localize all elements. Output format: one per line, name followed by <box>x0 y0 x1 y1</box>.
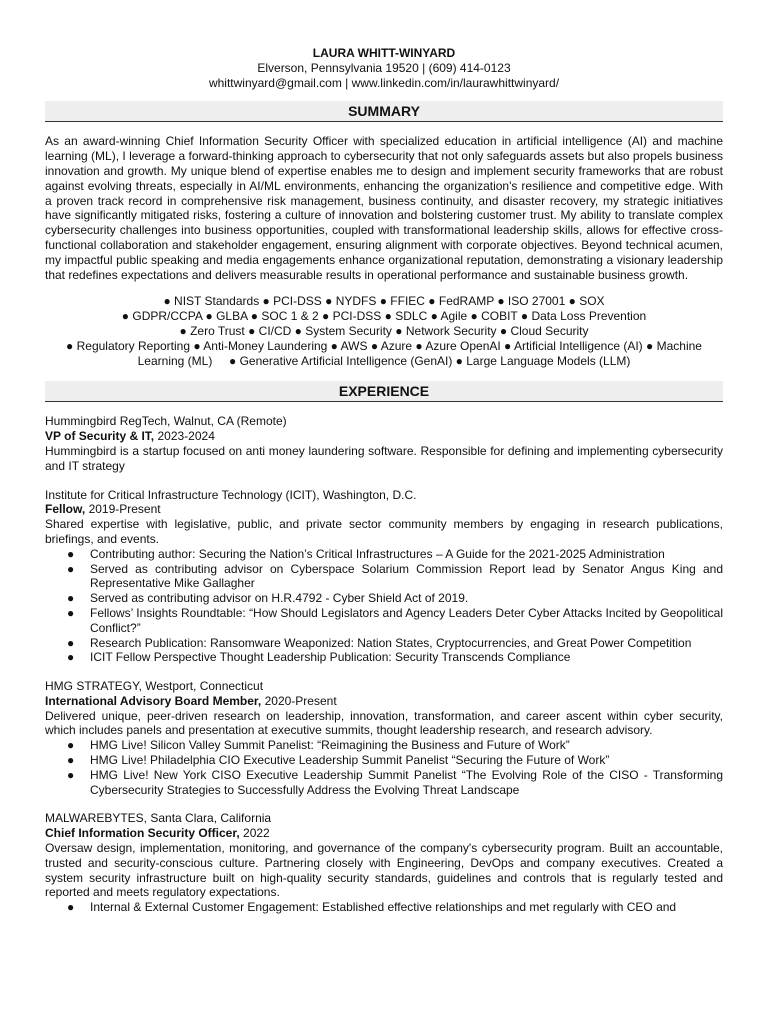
bullet-icon: ● <box>67 650 75 665</box>
job-dates: 2023-2024 <box>154 429 215 444</box>
bullet-icon: ● <box>67 753 75 768</box>
job-entry <box>45 488 723 666</box>
job-title: Chief Information Security Officer, <box>45 826 240 841</box>
job-description: Oversaw design, implementation, monitoring, and governance of the company's cybersecurity program. Built an accountable, trusted and security-conscious culture. Partnering closely with Engineering, DevOps and company executives. Created a system security infrastructure built on high-quality security standards, guidelines and controls that is regularly tested and reported and meets regulatory expectations. <box>45 841 723 900</box>
job-bullet <box>45 753 723 768</box>
job-bullet <box>45 606 723 636</box>
job-description: Shared expertise with legislative, public, and private sector community members by engaging in research publications, briefings, and events. <box>45 517 723 546</box>
job-bullets <box>45 738 723 797</box>
job-organization: Hummingbird RegTech, Walnut, CA (Remote) <box>45 414 287 429</box>
skills-list <box>45 294 723 368</box>
job-title: Fellow, <box>45 502 86 517</box>
bullet-icon: ● <box>67 900 75 915</box>
job-bullet <box>45 768 723 798</box>
experience-heading: EXPERIENCE <box>45 381 723 402</box>
address-line: Elverson, Pennsylvania 19520 | (609) 414-0123 <box>257 60 511 75</box>
job-title-line <box>45 826 723 841</box>
bullet-icon: ● <box>67 738 75 753</box>
job-bullet-text: HMG Live! Philadelphia CIO Executive Leadership Summit Panelist “Securing the Future of Work” <box>90 753 610 768</box>
job-bullet-text: Served as contributing advisor on H.R.4792 - Cyber Shield Act of 2019. <box>90 591 469 606</box>
contact-line: whittwinyard@gmail.com | www.linkedin.com/in/laurawhittwinyard/ <box>208 75 560 90</box>
job-bullet <box>45 738 723 753</box>
job-dates: 2019-Present <box>85 502 161 517</box>
skills-line: ● GDPR/CCPA ● GLBA ● SOC 1 & 2 ● PCI-DSS ● SDLC ● Agile ● COBIT ● Data Loss Prevention <box>121 309 647 324</box>
job-title-line <box>45 502 723 517</box>
bullet-icon: ● <box>67 635 75 650</box>
job-entry <box>45 811 723 915</box>
job-organization: Institute for Critical Infrastructure Technology (ICIT), Washington, D.C. <box>45 487 417 502</box>
job-bullet <box>45 636 723 651</box>
job-bullet-text: ICIT Fellow Perspective Thought Leadership Publication: Security Transcends Compliance <box>90 650 571 665</box>
summary-text: As an award-winning Chief Information Security Officer with specialized education in artificial intelligence (AI) and machine learning (ML), I leverage a forward-thinking approach to cybersecurity that not only safeguards assets but also propels business innovation and growth. My unique blend of expertise enables me to design and implement security frameworks that are robust against evolving threats, especially in AI/ML environments, enhancing the organization's resilience and competitive edge. With a proven track record in comprehensive risk management, business continuity, and disaster recovery, my strategic initiatives have significantly mitigated risks, fostering a culture of innovation and bolstering customer trust. My ability to translate complex cybersecurity challenges into business opportunities, coupled with transformational leadership skills, allows for effective cross-functional collaboration and stakeholder engagement, ensuring alignment with corporate objectives. Beyond technical acumen, my impactful public speaking and media engagements enhance organizational reputation, demonstrating a visionary leadership that redefines expectations and delivers measurable results in operational performance and sustainable business growth. <box>45 134 723 282</box>
job-bullet <box>45 591 723 606</box>
job-entry <box>45 414 723 473</box>
job-organization: MALWAREBYTES, Santa Clara, California <box>45 811 272 826</box>
job-bullet <box>45 650 723 665</box>
job-title-line <box>45 429 723 444</box>
candidate-name: LAURA WHITT-WINYARD <box>312 46 456 60</box>
job-entry <box>45 679 723 797</box>
job-bullet-text: Fellows’ Insights Roundtable: “How Should Legislators and Agency Leaders Deter Cyber Attacks Incited by Geopolitical Conflict?” <box>90 605 723 635</box>
skills-line: Learning (ML) ● Generative Artificial Intelligence (GenAI) ● Large Language Models (LLM) <box>137 353 631 368</box>
summary-heading: SUMMARY <box>45 101 723 122</box>
skills-line: ● NIST Standards ● PCI-DSS ● NYDFS ● FFIEC ● FedRAMP ● ISO 27001 ● SOX <box>163 294 605 309</box>
job-bullet <box>45 900 723 915</box>
job-bullet-text: Contributing author: Securing the Nation’s Critical Infrastructures – A Guide for the 2021-2025 Administration <box>90 546 665 561</box>
job-bullet-text: HMG Live! Silicon Valley Summit Panelist: “Reimagining the Business and Future of Work” <box>90 738 570 753</box>
job-bullet <box>45 562 723 592</box>
job-bullet-text: Served as contributing advisor on Cyberspace Solarium Commission Report lead by Senator Angus King and Representative Mike Gallagher <box>90 561 723 591</box>
job-title: VP of Security & IT, <box>45 429 155 444</box>
skills-line: ● Zero Trust ● CI/CD ● System Security ● Network Security ● Cloud Security <box>179 323 589 338</box>
bullet-icon: ● <box>67 546 75 561</box>
job-bullets <box>45 900 723 915</box>
bullet-icon: ● <box>67 767 75 782</box>
job-title: International Advisory Board Member, <box>45 693 262 708</box>
job-bullet <box>45 547 723 562</box>
bullet-icon: ● <box>67 605 75 620</box>
job-bullet-text: Internal & External Customer Engagement: Established effective relationships and met regularly with CEO and <box>90 900 677 915</box>
job-description: Hummingbird is a startup focused on anti money laundering software. Responsible for defining and implementing cybersecurity and IT strategy <box>45 443 723 473</box>
skills-line: ● Regulatory Reporting ● Anti-Money Laundering ● AWS ● Azure ● Azure OpenAI ● Artificial Intelligence (AI) ● Machine <box>66 338 702 353</box>
job-organization: HMG STRATEGY, Westport, Connecticut <box>45 679 264 694</box>
job-description: Delivered unique, peer-driven research on leadership, innovation, transformation, and career ascent within cyber security, which includes panels and presentation at executive summits, thought leadership research, and research advisory. <box>45 708 723 738</box>
bullet-icon: ● <box>67 591 75 606</box>
job-bullet-text: HMG Live! New York CISO Executive Leadership Summit Panelist “The Evolving Role of the CISO - Transforming Cybersecurity Strategies to Successfully Address the Evolving Threat Landscape <box>90 767 723 797</box>
resume-page <box>45 46 723 915</box>
job-dates: 2020-Present <box>261 693 337 708</box>
experience-list <box>45 414 723 915</box>
job-dates: 2022 <box>239 826 270 841</box>
job-bullet-text: Research Publication: Ransomware Weaponized: Nation States, Cryptocurrencies, and Great Power Competition <box>90 635 692 650</box>
job-title-line <box>45 694 723 709</box>
job-bullets <box>45 547 723 665</box>
bullet-icon: ● <box>67 561 75 576</box>
